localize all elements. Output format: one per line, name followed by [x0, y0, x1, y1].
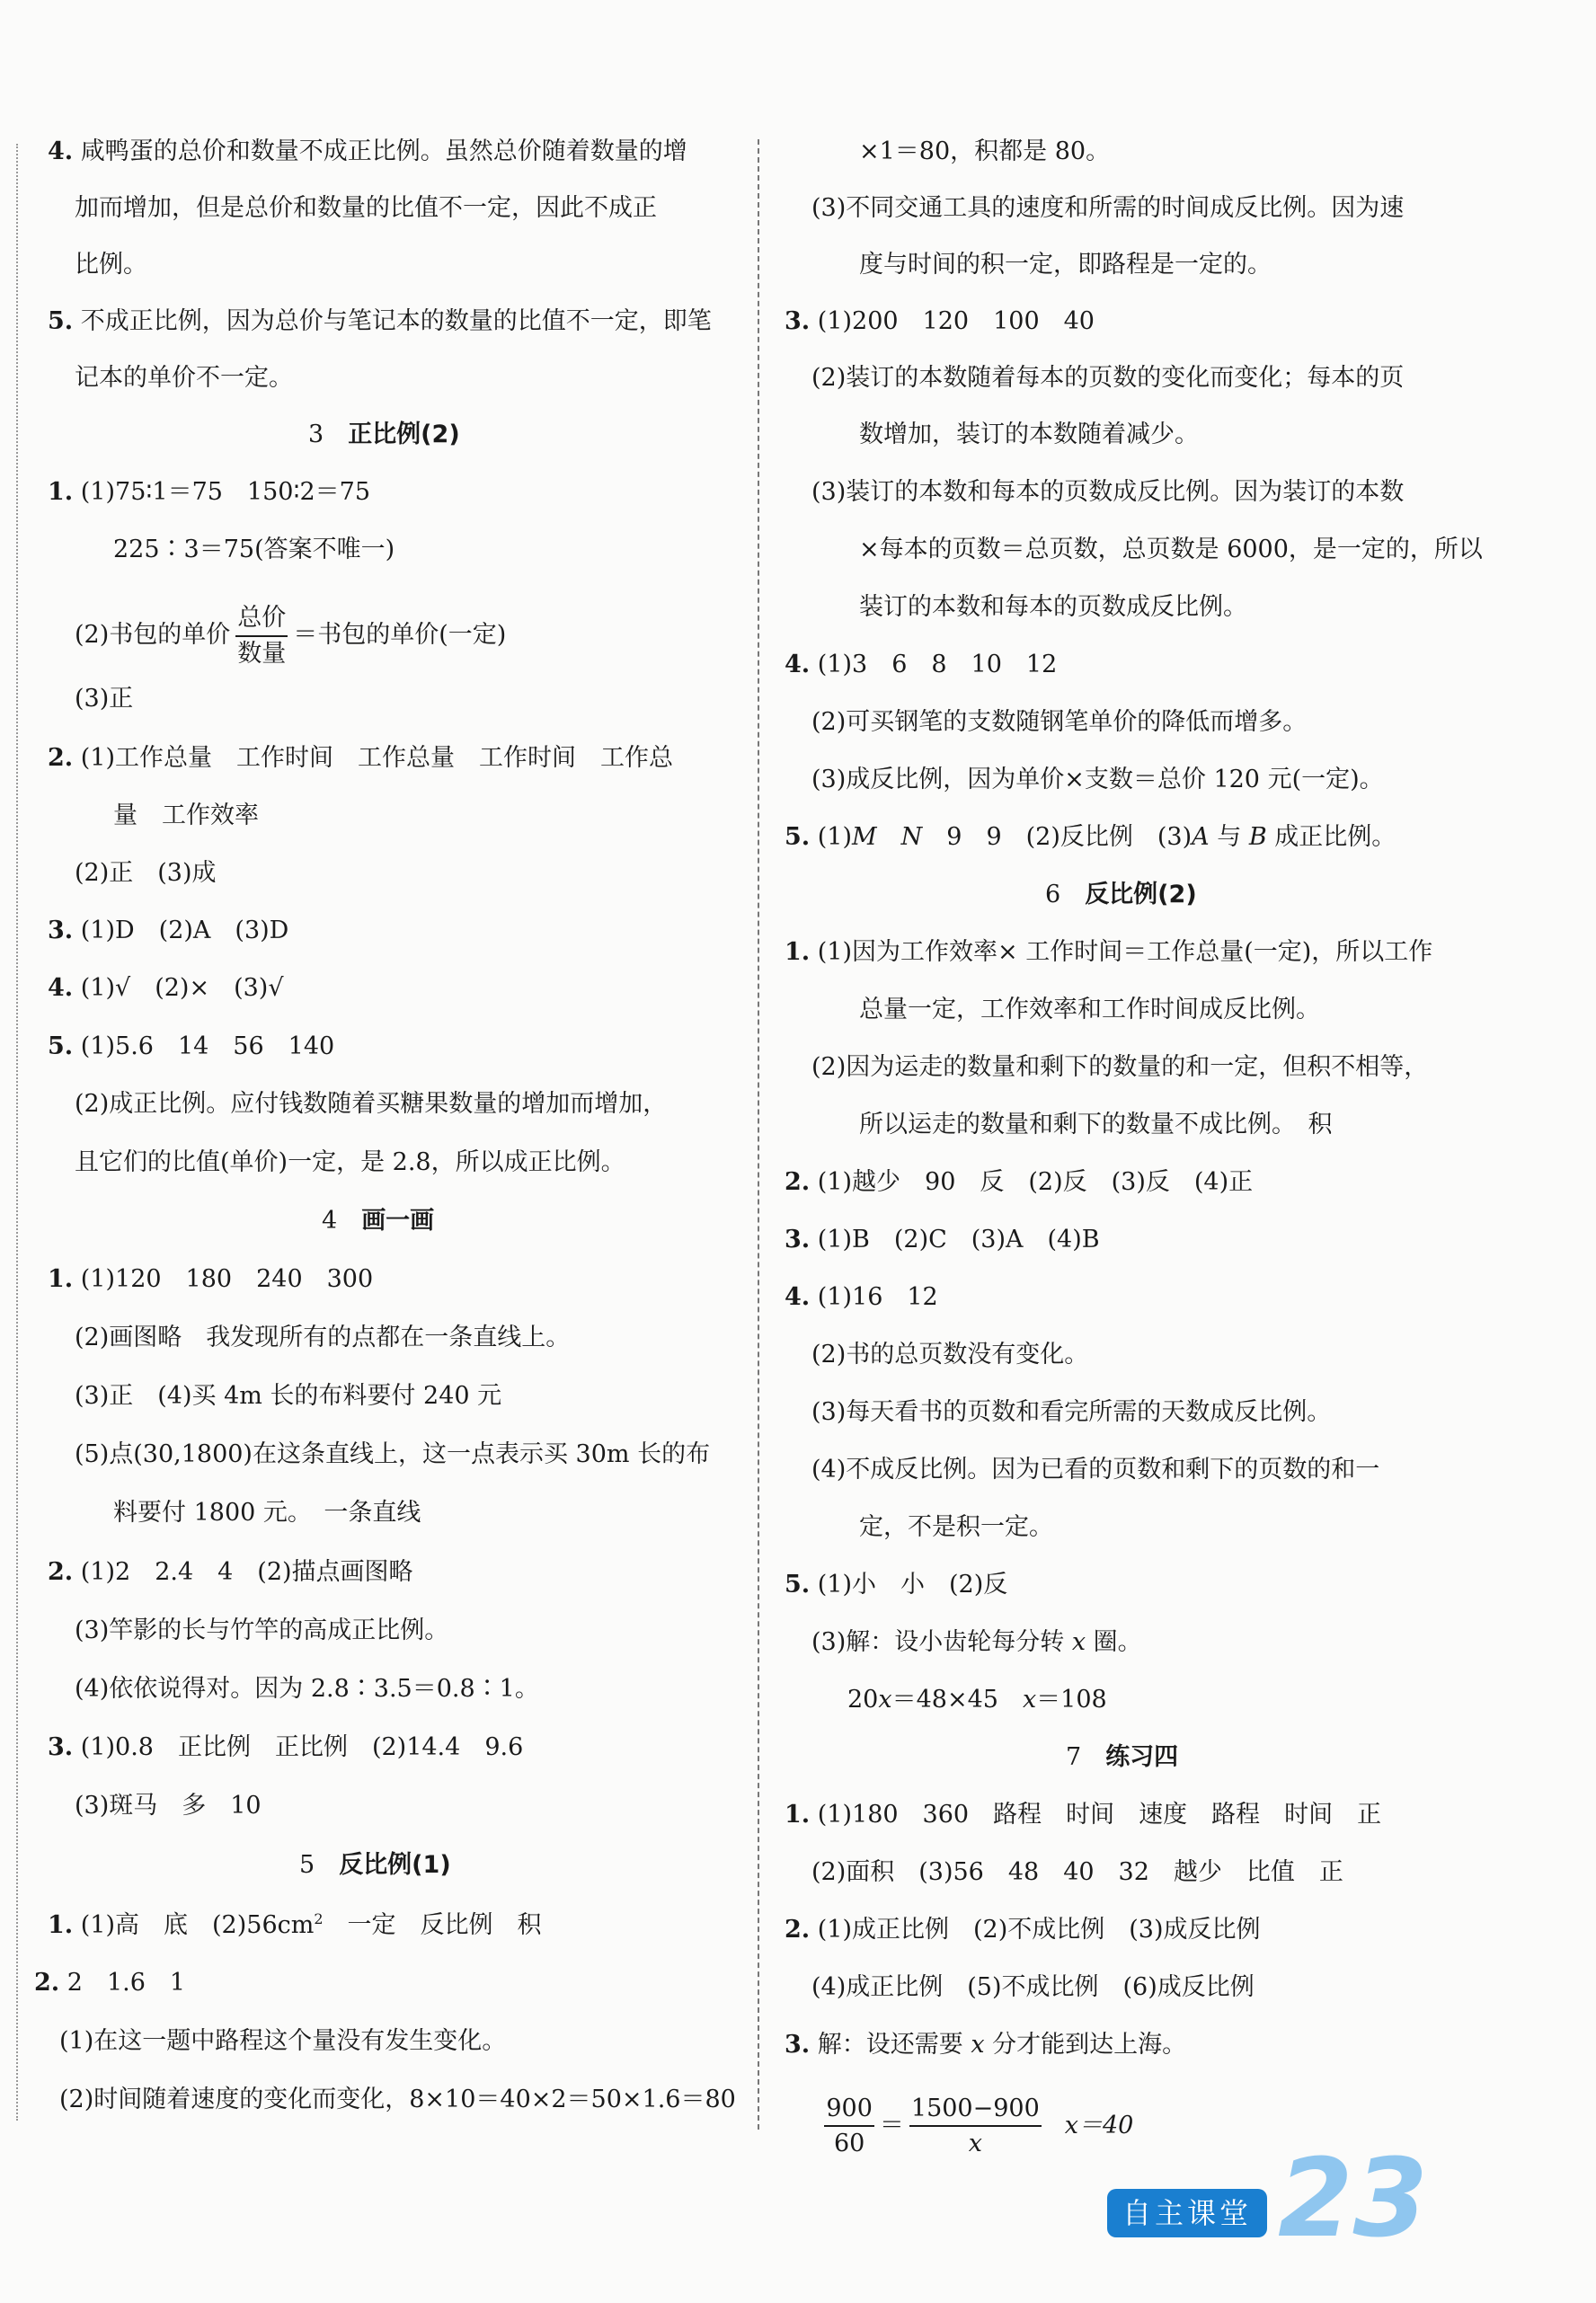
answer-line: 1. (1)75∶1＝75 150∶2＝75 [48, 478, 371, 506]
answer-line: 5. (1)5.6 14 56 140 [48, 1032, 335, 1060]
answer-line: 3. (1)200 120 100 40 [785, 307, 1095, 335]
answer-line: 3. (1)B (2)C (3)A (4)B [785, 1226, 1100, 1253]
answer-line: (2)因为运走的数量和剩下的数量的和一定，但积不相等， [811, 1053, 1429, 1081]
answer-line: (2)装订的本数随着每本的页数的变化而变化；每本的页 [811, 364, 1405, 392]
answer-line: 度与时间的积一定，即路程是一定的。 [859, 251, 1272, 279]
answer-line: 1. (1)因为工作效率× 工作时间＝工作总量(一定)，所以工作 [785, 938, 1433, 966]
fraction: $\frac{1500-900}{x}$ [910, 2094, 1040, 2158]
answer-line: (3)不同交通工具的速度和所需的时间成反比例。因为速 [811, 194, 1405, 222]
answer-line: ×1＝80，积都是 80。 [859, 137, 1111, 165]
answer-line: 5. (1)M N 9 9 (2)反比例 (3)A 与 B 成正比例。 [785, 823, 1396, 851]
answer-line-fraction: (2)书包的单价 $\frac{\text{总价}}{\text{数量}}$ ＝书包的单价(一定) [75, 604, 507, 668]
answer-line: 记本的单价不一定。 [75, 364, 293, 392]
section-heading-3: 3 正比例(2) [308, 421, 460, 448]
answer-line: 2. (1)成正比例 (2)不成比例 (3)成反比例 [785, 1916, 1261, 1944]
answer-line: 5. (1)小 小 (2)反 [785, 1571, 1008, 1599]
equation-line: 20x＝48×45 x＝108 [847, 1686, 1107, 1714]
answer-line: 且它们的比值(单价)一定，是 2.8，所以成正比例。 [75, 1148, 625, 1176]
answer-line: (3)装订的本数和每本的页数成反比例。因为装订的本数 [811, 478, 1405, 506]
answer-line: 数增加，装订的本数随着减少。 [859, 421, 1199, 448]
column-divider [758, 139, 759, 2130]
answer-line: 3. 解：设还需要 x 分才能到达上海。 [785, 2031, 1187, 2059]
answer-line: (2)面积 (3)56 48 40 32 越少 比值 正 [811, 1858, 1343, 1886]
answer-line: (2)书的总页数没有变化。 [811, 1341, 1089, 1369]
answer-line: 4. 咸鸭蛋的总价和数量不成正比例。虽然总价随着数量的增 [48, 137, 687, 165]
answer-line: (3)每天看书的页数和看完所需的天数成反比例。 [811, 1398, 1332, 1426]
answer-line: 装订的本数和每本的页数成反比例。 [859, 593, 1247, 621]
answer-line: (3)正 [75, 685, 134, 713]
fraction: $\frac{900}{60}$ [826, 2094, 873, 2158]
answer-line: 1. (1)180 360 路程 时间 速度 路程 时间 正 [785, 1801, 1382, 1829]
answer-line: 225∶3＝75(答案不唯一) [113, 536, 395, 563]
answer-line: 2. (1)越少 90 反 (2)反 (3)反 (4)正 [785, 1168, 1254, 1196]
answer-line: (1)在这一题中路程这个量没有发生变化。 [59, 2027, 507, 2055]
section-heading-4: 4 画一画 [322, 1207, 435, 1235]
answer-line: (3)正 (4)买 4m 长的布料要付 240 元 [75, 1382, 502, 1410]
answer-line: (2)可买钢笔的支数随钢笔单价的降低而增多。 [811, 708, 1308, 736]
answer-line: 加而增加，但是总价和数量的比值不一定，因此不成正 [75, 194, 657, 222]
answer-line: 量 工作效率 [113, 802, 259, 829]
answer-line: (2)成正比例。应付钱数随着买糖果数量的增加而增加， [75, 1090, 668, 1118]
answer-line: 2. (1)2 2.4 4 (2)描点画图略 [48, 1558, 413, 1586]
answer-line: 3. (1)0.8 正比例 正比例 (2)14.4 9.6 [48, 1733, 524, 1761]
answer-line: ×每本的页数＝总页数，总页数是 6000，是一定的，所以 [859, 536, 1483, 563]
answer-line: 3. (1)D (2)A (3)D [48, 917, 289, 944]
answer-line: (4)不成反比例。因为已看的页数和剩下的页数的和一 [811, 1456, 1380, 1484]
answer-line: 4. (1)16 12 [785, 1283, 938, 1311]
answer-line: (3)竿影的长与竹竿的高成正比例。 [75, 1617, 449, 1644]
answer-line: 1. (1)120 180 240 300 [48, 1265, 374, 1293]
equation-fraction-line: $\frac{900}{60}$ ＝ $\frac{1500-900}{x}$ x＝40 [826, 2094, 1134, 2158]
answer-line: 4. (1)3 6 8 10 12 [785, 651, 1058, 678]
answer-line: 所以运走的数量和剩下的数量不成比例。 积 [859, 1111, 1333, 1138]
page-edge-mark [16, 144, 18, 2121]
answer-line: (4)依依说得对。因为 2.8∶3.5＝0.8∶1。 [75, 1675, 539, 1703]
answer-line: 4. (1)√ (2)× (3)√ [48, 974, 284, 1002]
page-number: 23 [1278, 2137, 1428, 2262]
answer-line: 2. 2 1.6 1 [34, 1969, 186, 1997]
answer-line: 料要付 1800 元。 一条直线 [113, 1499, 421, 1527]
answer-line: (2)正 (3)成 [75, 859, 217, 887]
section-heading-5: 5 反比例(1) [299, 1851, 451, 1879]
brand-badge: 自主课堂 [1107, 2189, 1267, 2237]
answer-line: 2. (1)工作总量 工作时间 工作总量 工作时间 工作总 [48, 744, 674, 772]
answer-line: 定，不是积一定。 [859, 1513, 1053, 1541]
answer-line: 比例。 [75, 251, 147, 279]
answer-line: 1. (1)高 底 $(2)56cm^2$ 一定 反比例 积 [48, 1910, 542, 1939]
answer-line: (4)成正比例 (5)不成比例 (6)成反比例 [811, 1973, 1255, 2001]
answer-line: 5. 不成正比例，因为总价与笔记本的数量的比值不一定，即笔 [48, 307, 712, 335]
answer-line: (5)点(30,1800)在这条直线上，这一点表示买 30m 长的布 [75, 1440, 711, 1468]
section-heading-7: 7 练习四 [1066, 1743, 1179, 1771]
answer-line: (2)画图略 我发现所有的点都在一条直线上。 [75, 1324, 571, 1351]
answer-line: (3)成反比例，因为单价×支数＝总价 120 元(一定)。 [811, 766, 1384, 793]
answer-line: (3)斑马 多 10 [75, 1792, 262, 1820]
answer-line: (2)时间随着速度的变化而变化，8×10＝40×2＝50×1.6＝80 [59, 2086, 736, 2113]
fraction: $\frac{\text{总价}}{\text{数量}}$ [237, 604, 287, 668]
answer-line: 总量一定，工作效率和工作时间成反比例。 [859, 996, 1320, 1023]
section-heading-6: 6 反比例(2) [1045, 881, 1197, 908]
answer-line: (3)解：设小齿轮每分转 x 圈。 [811, 1628, 1142, 1656]
